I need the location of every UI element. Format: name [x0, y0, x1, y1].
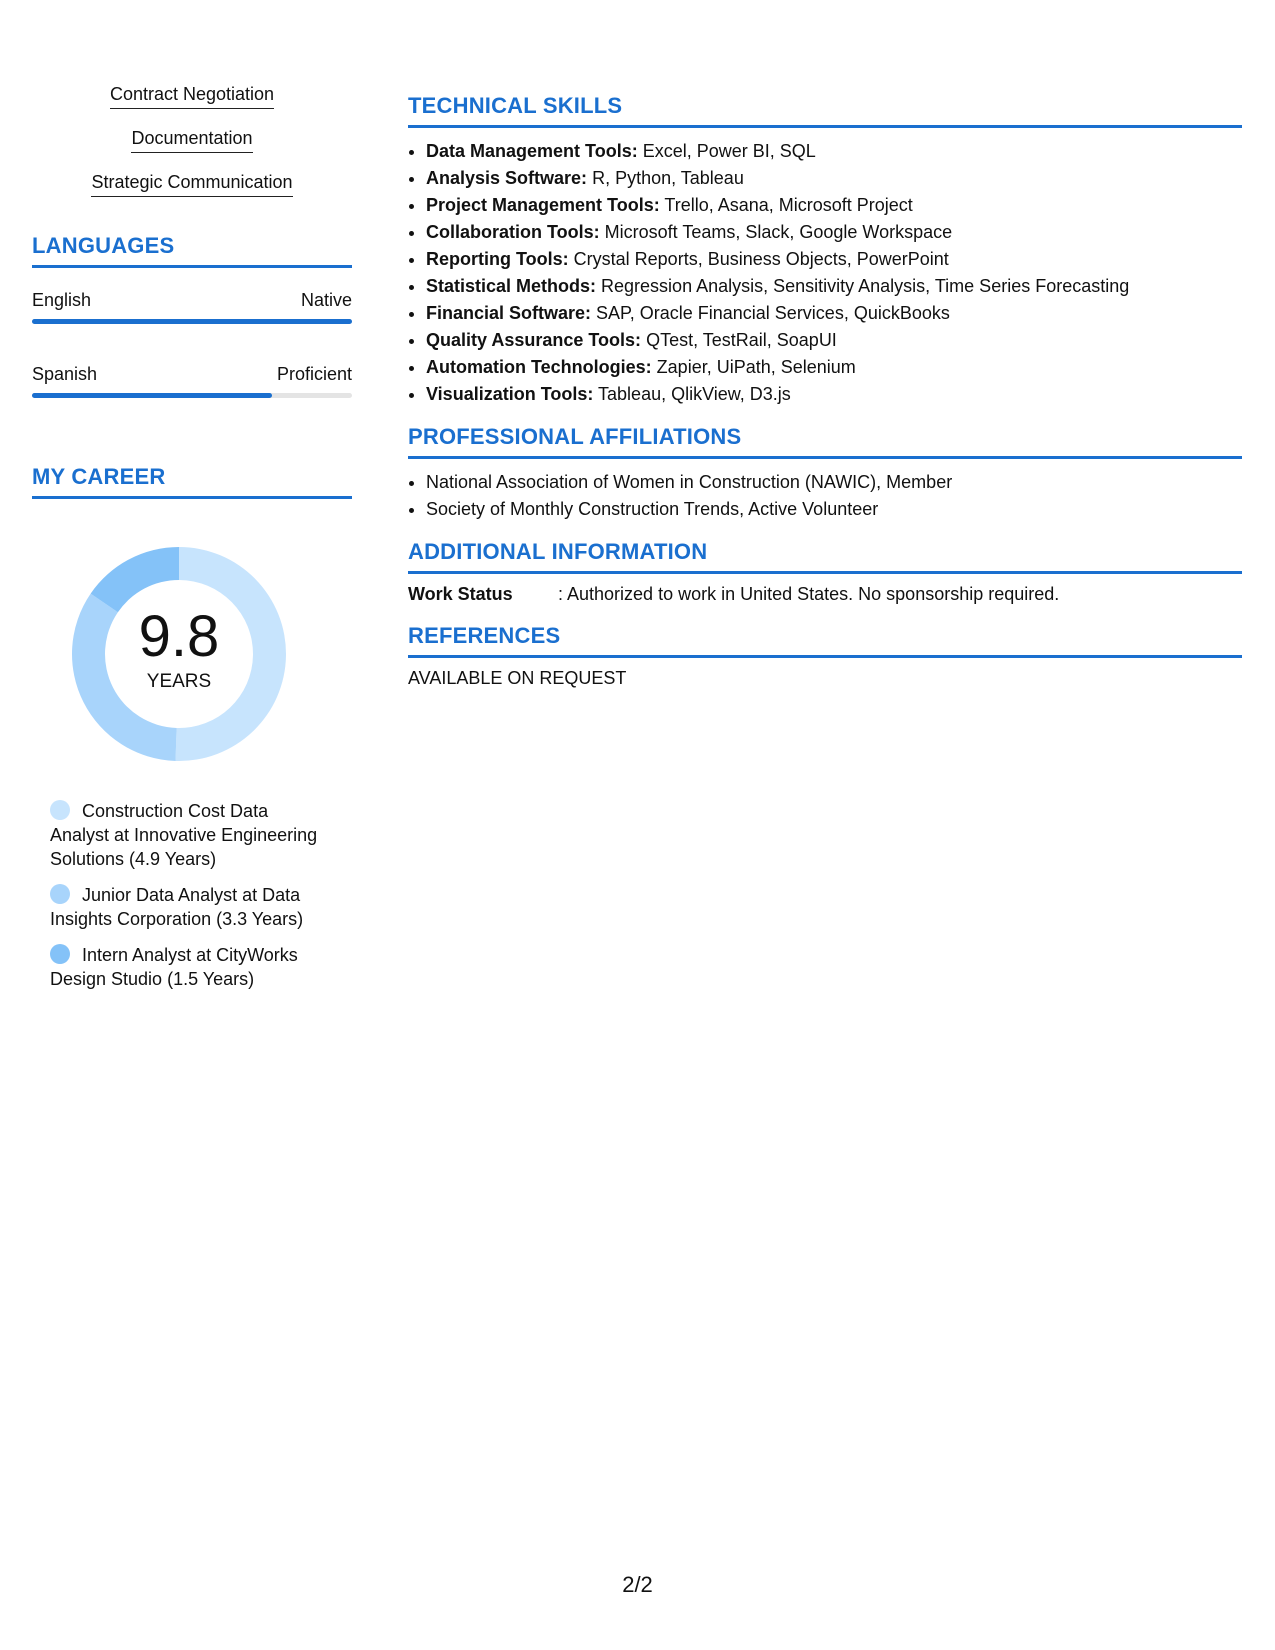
career-donut-chart: [64, 539, 294, 769]
references-value: AVAILABLE ON REQUEST: [408, 668, 627, 688]
legend-dot: [50, 884, 70, 904]
language-level: Proficient: [276, 364, 352, 384]
work-status-label: Work Status: [408, 584, 513, 604]
soft-skills-list: [32, 84, 352, 197]
career-total-unit: YEARS: [146, 671, 212, 692]
languages-heading: LANGUAGES: [32, 233, 352, 268]
career-total: [64, 539, 294, 769]
affiliations-list: [408, 469, 1242, 523]
affiliations-heading: PROFESSIONAL AFFILIATIONS: [408, 424, 1242, 459]
work-status-row: [408, 584, 1242, 605]
legend-dot: [50, 944, 70, 964]
legend-item: Junior Data Analyst at Data Insights Corporation (3.3 Years): [50, 885, 304, 929]
left-column: [32, 84, 352, 1003]
list-item: • Society of Monthly Construction Trends, Active Volunteer: [426, 496, 1242, 523]
career-heading: MY CAREER: [32, 464, 352, 499]
references-heading: REFERENCES: [408, 623, 1242, 658]
career-legend: [50, 799, 330, 991]
list-item: • Analysis Software: R, Python, Tableau: [426, 165, 1242, 192]
skill-item: Strategic Communication: [32, 172, 352, 197]
legend-item: Construction Cost Data Analyst at Innovative Engineering Solutions (4.9 Years): [50, 801, 318, 869]
additional-info-heading: ADDITIONAL INFORMATION: [408, 539, 1242, 574]
language-proficiency-fill: [32, 393, 272, 398]
languages-section: [32, 282, 352, 398]
technical-skills-list: [408, 138, 1242, 408]
list-item: • Project Management Tools: Trello, Asana, Microsoft Project: [426, 192, 1242, 219]
language-row: [32, 282, 352, 319]
legend-dot: [50, 800, 70, 820]
work-status-value: : Authorized to work in United States. No sponsorship required.: [558, 584, 1060, 604]
list-item: • National Association of Women in Construction (NAWIC), Member: [426, 469, 1242, 496]
language-name: Spanish: [32, 364, 98, 384]
career-total-value: 9.8: [138, 604, 220, 669]
language-level: Native: [300, 290, 352, 310]
legend-item: Intern Analyst at CityWorks Design Studio (1.5 Years): [50, 945, 298, 989]
language-proficiency-bar: [32, 319, 352, 324]
list-item: • Automation Technologies: Zapier, UiPath, Selenium: [426, 354, 1242, 381]
list-item: • Visualization Tools: Tableau, QlikView, D3.js: [426, 381, 1242, 408]
technical-skills-heading: TECHNICAL SKILLS: [408, 93, 1242, 128]
skill-item: Documentation: [32, 128, 352, 153]
language-row: [32, 356, 352, 393]
skill-item: Contract Negotiation: [32, 84, 352, 109]
right-column: [408, 93, 1242, 689]
list-item: • Collaboration Tools: Microsoft Teams, Slack, Google Workspace: [426, 219, 1242, 246]
language-name: English: [32, 290, 92, 310]
list-item: • Reporting Tools: Crystal Reports, Business Objects, PowerPoint: [426, 246, 1242, 273]
language-proficiency-bar: [32, 393, 352, 398]
list-item: • Data Management Tools: Excel, Power BI, SQL: [426, 138, 1242, 165]
language-proficiency-fill: [32, 319, 352, 324]
list-item: • Financial Software: SAP, Oracle Financial Services, QuickBooks: [426, 300, 1242, 327]
list-item: • Statistical Methods: Regression Analysis, Sensitivity Analysis, Time Series Forecasting: [426, 273, 1242, 300]
page-number: 2/2: [622, 1572, 653, 1597]
list-item: • Quality Assurance Tools: QTest, TestRail, SoapUI: [426, 327, 1242, 354]
